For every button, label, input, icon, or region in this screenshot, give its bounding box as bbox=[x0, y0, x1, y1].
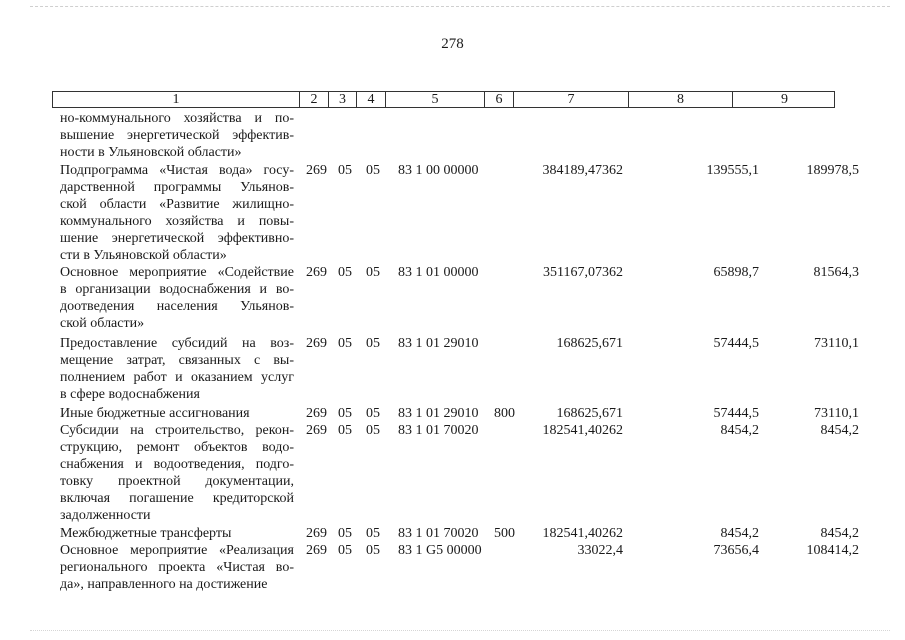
row-col-7: 182541,40262 bbox=[542, 423, 623, 438]
row-description bbox=[60, 405, 294, 422]
description-line: регионального проекта «Чистая во- bbox=[60, 560, 294, 575]
description-line: включая погашение кредиторской bbox=[60, 491, 294, 506]
description-line: доотведения населения Ульянов- bbox=[60, 299, 294, 314]
description-line: задолженности bbox=[60, 508, 151, 523]
row-col-8: 139555,1 bbox=[706, 163, 759, 178]
row-col-9: 8454,2 bbox=[820, 526, 859, 541]
page-number: 278 bbox=[441, 36, 464, 52]
description-line: вышение энергетической эффектив- bbox=[60, 128, 294, 143]
row-col-3: 05 bbox=[338, 526, 352, 541]
row-description bbox=[60, 162, 294, 264]
header-col-9: 9 bbox=[781, 92, 788, 107]
row-col-7: 33022,4 bbox=[577, 543, 623, 558]
row-description bbox=[60, 422, 294, 524]
description-line: Основное мероприятие «Реализация bbox=[60, 543, 294, 558]
row-description bbox=[60, 110, 294, 161]
row-col-7: 384189,47362 bbox=[542, 163, 623, 178]
row-col-7: 168625,671 bbox=[556, 336, 623, 351]
row-col-4: 05 bbox=[366, 163, 380, 178]
row-col-5: 83 1 01 00000 bbox=[398, 265, 479, 280]
row-col-7: 168625,671 bbox=[556, 406, 623, 421]
row-description bbox=[60, 542, 294, 593]
description-line: шение энергетической эффективно- bbox=[60, 231, 294, 246]
row-col-3: 05 bbox=[338, 336, 352, 351]
row-col-7: 182541,40262 bbox=[542, 526, 623, 541]
description-line: полнением работ и оказанием услуг bbox=[60, 370, 294, 385]
header-col-2: 2 bbox=[300, 92, 329, 107]
row-col-6: 800 bbox=[494, 406, 515, 421]
description-line: да», направленного на достижение bbox=[60, 577, 268, 592]
description-line: Иные бюджетные ассигнования bbox=[60, 406, 250, 421]
row-col-9: 73110,1 bbox=[814, 336, 859, 351]
row-col-8: 8454,2 bbox=[720, 423, 759, 438]
row-col-9: 73110,1 bbox=[814, 406, 859, 421]
row-col-4: 05 bbox=[366, 336, 380, 351]
description-line: в организации водоснабжения и во- bbox=[60, 282, 294, 297]
description-line: Основное мероприятие «Содействие bbox=[60, 265, 294, 280]
row-col-3: 05 bbox=[338, 423, 352, 438]
header-col-8: 8 bbox=[629, 92, 733, 107]
row-col-2: 269 bbox=[306, 423, 327, 438]
row-col-7: 351167,07362 bbox=[543, 265, 623, 280]
description-line: но-коммунального хозяйства и по- bbox=[60, 111, 294, 126]
row-col-9: 108414,2 bbox=[806, 543, 859, 558]
row-col-4: 05 bbox=[366, 526, 380, 541]
row-col-4: 05 bbox=[366, 543, 380, 558]
description-line: ской области» bbox=[60, 316, 145, 331]
row-col-4: 05 bbox=[366, 423, 380, 438]
row-col-3: 05 bbox=[338, 163, 352, 178]
header-col-1: 1 bbox=[53, 92, 300, 107]
row-col-6: 500 bbox=[494, 526, 515, 541]
description-line: Предоставление субсидий на воз- bbox=[60, 336, 294, 351]
row-col-5: 83 1 01 70020 bbox=[398, 526, 479, 541]
table-header bbox=[52, 91, 835, 108]
description-line: коммунального хозяйства и повы- bbox=[60, 214, 294, 229]
description-line: дарственной программы Ульянов- bbox=[60, 180, 294, 195]
row-col-4: 05 bbox=[366, 406, 380, 421]
row-description bbox=[60, 525, 294, 542]
description-line: ской области «Развитие жилищно- bbox=[60, 197, 294, 212]
header-col-4: 4 bbox=[357, 92, 386, 107]
header-col-6: 6 bbox=[485, 92, 514, 107]
description-line: сти в Ульяновской области» bbox=[60, 248, 227, 263]
description-line: Межбюджетные трансферты bbox=[60, 526, 232, 541]
row-col-3: 05 bbox=[338, 406, 352, 421]
description-line: товку проектной документации, bbox=[60, 474, 294, 489]
row-col-9: 8454,2 bbox=[820, 423, 859, 438]
row-col-2: 269 bbox=[306, 406, 327, 421]
row-col-2: 269 bbox=[306, 336, 327, 351]
row-description bbox=[60, 335, 294, 403]
description-line: снабжения и водоотведения, подго- bbox=[60, 457, 294, 472]
scan-top-edge bbox=[30, 6, 890, 7]
description-line: струкцию, ремонт объектов водо- bbox=[60, 440, 294, 455]
row-col-5: 83 1 01 29010 bbox=[398, 336, 479, 351]
row-col-9: 189978,5 bbox=[806, 163, 859, 178]
row-col-8: 65898,7 bbox=[713, 265, 759, 280]
row-col-5: 83 1 00 00000 bbox=[398, 163, 479, 178]
row-col-4: 05 bbox=[366, 265, 380, 280]
row-col-5: 83 1 01 29010 bbox=[398, 406, 479, 421]
row-col-3: 05 bbox=[338, 265, 352, 280]
row-col-9: 81564,3 bbox=[813, 265, 859, 280]
row-col-8: 57444,5 bbox=[713, 406, 759, 421]
header-col-7: 7 bbox=[514, 92, 629, 107]
row-col-8: 8454,2 bbox=[720, 526, 759, 541]
header-col-3: 3 bbox=[329, 92, 357, 107]
row-col-5: 83 1 G5 00000 bbox=[398, 543, 482, 558]
row-col-2: 269 bbox=[306, 543, 327, 558]
description-line: Субсидии на строительство, рекон- bbox=[60, 423, 294, 438]
row-col-2: 269 bbox=[306, 163, 327, 178]
description-line: мещение затрат, связанных с вы- bbox=[60, 353, 294, 368]
description-line: Подпрограмма «Чистая вода» госу- bbox=[60, 163, 294, 178]
row-col-2: 269 bbox=[306, 265, 327, 280]
row-col-5: 83 1 01 70020 bbox=[398, 423, 479, 438]
row-col-2: 269 bbox=[306, 526, 327, 541]
header-col-5: 5 bbox=[386, 92, 485, 107]
row-col-8: 57444,5 bbox=[713, 336, 759, 351]
row-col-3: 05 bbox=[338, 543, 352, 558]
row-description bbox=[60, 264, 294, 332]
row-col-8: 73656,4 bbox=[713, 543, 759, 558]
description-line: в сфере водоснабжения bbox=[60, 387, 200, 402]
scan-bottom-edge bbox=[30, 630, 890, 631]
description-line: ности в Ульяновской области» bbox=[60, 145, 242, 160]
